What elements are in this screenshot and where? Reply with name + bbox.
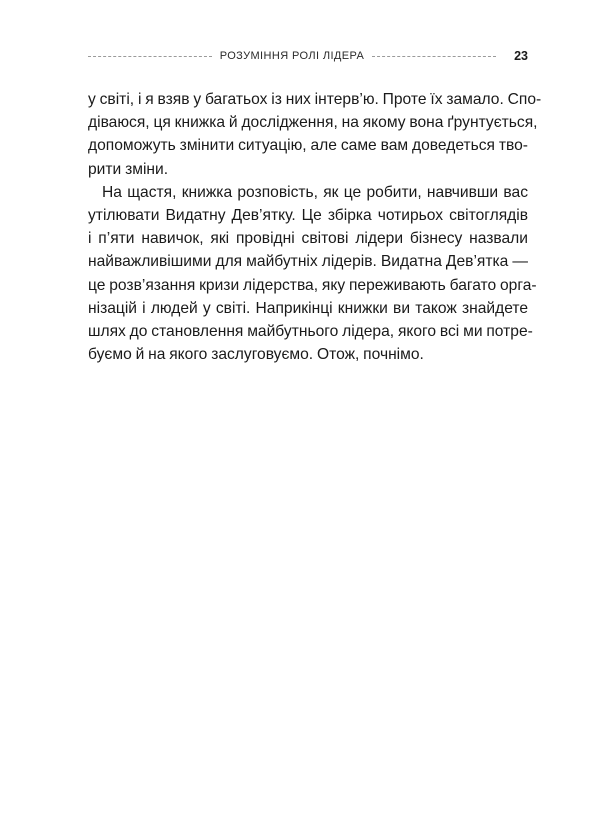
text-line: у світі, і я взяв у багатьох із них інтерв’ю. Проте їх замало. Спо- [88, 91, 542, 108]
header-rule-right [372, 56, 496, 57]
text-line: найважливішими для майбутніх лідерів. Видатна Дев’ятка — [88, 253, 528, 271]
text-line: шлях до становлення майбутнього лідера, якого всі ми потре- [88, 322, 533, 340]
text-line: нізацій і людей у світі. Наприкінці книжки ви також знайдете [88, 299, 528, 317]
text-line: утілювати Видатну Дев’ятку. Це збірка чотирьох світоглядів [88, 206, 528, 224]
text-line: діваюся, ця книжка й дослідження, на якому вона ґрунтується, [88, 114, 538, 132]
page-number: 23 [514, 49, 528, 63]
text-line: буємо й на якого заслуговуємо. Отож, почнімо. [88, 346, 424, 364]
text-line: рити зміни. [88, 160, 169, 178]
text-line: допоможуть змінити ситуацію, але саме вам доведеться тво- [88, 137, 528, 155]
paragraph-2 [88, 181, 537, 367]
text-line: це розв’язання кризи лідерства, яку переживають багато орга- [88, 276, 537, 294]
running-header [88, 46, 528, 66]
text-line: і п’яти навичок, які провідні світові лідери бізнесу назвали [88, 230, 528, 248]
header-rule-left [88, 56, 212, 57]
running-header-title: РОЗУМІННЯ РОЛІ ЛІДЕРА [219, 50, 365, 62]
paragraph-1 [88, 88, 542, 181]
text-line: На щастя, книжка розповість, як це робити, навчивши вас [102, 183, 528, 201]
body-text [88, 88, 542, 366]
